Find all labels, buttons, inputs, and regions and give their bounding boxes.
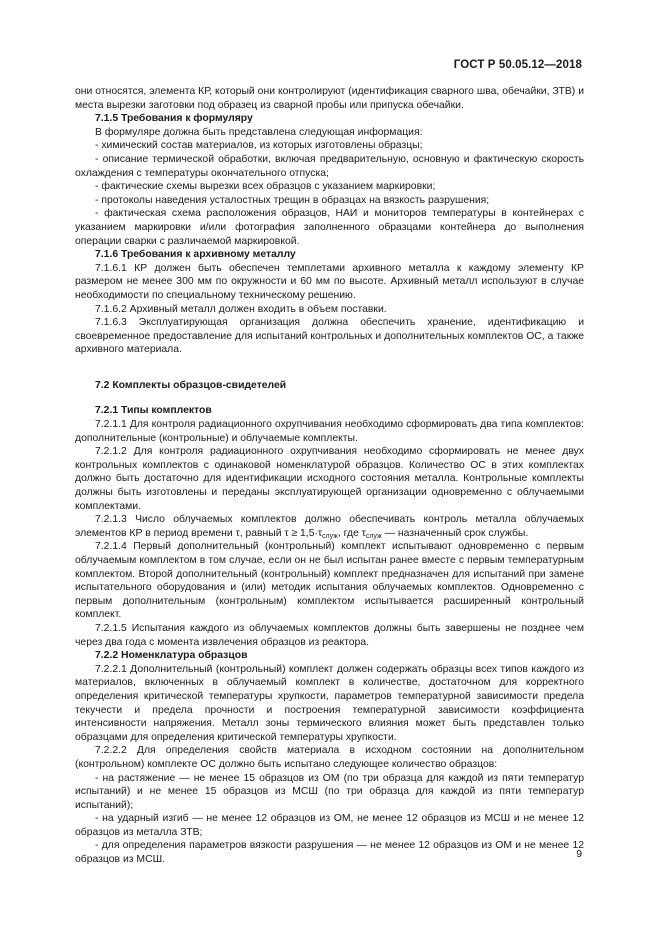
paragraph: 7.2.1.2 Для контроля радиационного охрупчивания необходимо сформировать не менее двух контрольных комплектов с одинаковой номенклатурой образцов. Количество ОС в этих комплектах должно быть достаточно для идентификации исходного состояния металла. Контрольные комплекты должны быть изготовлены и переданы эксплуатирующей организации одновременно с облучаемыми комплектами. xyxy=(75,446,584,512)
text-run: 7.2.1.3 Число облучаемых комплектов должно обеспечивать контроль металла облучаемых элементов КР в период времени τ, равный τ ≥ 1,5·τ xyxy=(75,514,584,539)
list-item: - на растяжение — не менее 15 образцов из ОМ (по три образца для каждой из пяти температур испытаний) и не менее 15 образцов из МСШ (по три образца для каждой из пяти температур испытаний); xyxy=(75,772,584,811)
text-run: — назначенный срок службы. xyxy=(381,527,529,539)
list-item: - фактическая схема расположения образцов, НАИ и мониторов температуры в контейнерах с указанием маркировки и/или фотография заполненного образцами контейнера до выполнения операции сварки с различаемой маркировкой. xyxy=(75,208,584,247)
paragraph: 7.2.1.4 Первый дополнительный (контрольный) комплект испытывают одновременно с первым облучаемым комплектом в том случае, если он не был испытан ранее вместе с первым температурным комплектом. Второй дополнительный (контрольный) комплект предназначен для испытаний при замене испытательного оборудования и (или) методик испытания облучаемых комплектов. Одновременно с первым дополнительным (контрольным) комплектом испытывается расширенный контрольный комплект. xyxy=(75,541,584,621)
paragraph: 7.1.6.2 Архивный металл должен входить в объем поставки. xyxy=(95,303,387,315)
paragraph: они относятся, элемента КР, который они контролируют (идентификация сварного шва, обечайки, ЗТВ) и места вырезки заготовки под образец из сварной пробы или припуска обечайки. xyxy=(75,86,584,111)
paragraph: 7.1.6.1 КР должен быть обеспечен темплетами архивного металла к каждому элементу КР размером не менее 300 мм по окружности и 60 мм по высоте. Архивный металл используют в случае необходимости по специальному техническому решению. xyxy=(75,262,584,301)
list-item: - фактические схемы вырезки всех образцов с указанием маркировки; xyxy=(95,181,436,193)
paragraph-formula xyxy=(75,513,584,540)
section-heading: 7.1.5 Требования к формуляру xyxy=(95,113,253,125)
document-body xyxy=(75,85,584,867)
list-item: - для определения параметров вязкости разрушения — не менее 12 образцов из ОМ и не менее 12 образцов из МСШ. xyxy=(75,840,584,866)
list-item: - описание термической обработки, включая предварительную, основную и фактическую скорость охлаждения с температуры окончательного отпуска; xyxy=(75,153,584,179)
section-heading: 7.2 Комплекты образцов-свидетелей xyxy=(95,379,287,391)
section-heading: 7.2.2 Номенклатура образцов xyxy=(95,650,248,662)
paragraph: 7.2.1.5 Испытания каждого из облучаемых комплектов должны быть завершены не позднее чем через два года с момента извлечения образцов из реактора. xyxy=(75,622,584,648)
section-heading: 7.2.1 Типы комплектов xyxy=(95,405,212,417)
standard-header: ГОСТ Р 50.05.12—2018 xyxy=(453,59,582,71)
page-number: 9 xyxy=(576,849,582,860)
list-item: - протоколы наведения усталостных трещин в образцах на вязкость разрушения; xyxy=(95,194,490,206)
paragraph: В формуляре должна быть представлена следующая информация: xyxy=(95,126,423,138)
paragraph: 7.2.2.1 Дополнительный (контрольный) комплект должен содержать образцы всех типов каждого из материалов, включенных в облучаемый комплект в количестве, достаточном для корректного определения критической температуры хрупкости, параметров температурной зависимости предела текучести и предела прочности и построения температурной зависимости коэффициента интенсивности напряжения. Металл зоны термического влияния может быть представлен только образцами для определения критической температуры хрупкости. xyxy=(75,663,584,743)
section-heading: 7.1.6 Требования к архивному металлу xyxy=(95,249,296,261)
paragraph: 7.2.1.1 Для контроля радиационного охрупчивания необходимо сформировать два типа комплектов: дополнительные (контрольные) и облучаемые комплекты. xyxy=(75,419,584,444)
subscript: служ xyxy=(365,532,382,540)
paragraph: 7.2.2.2 Для определения свойств материала в исходном состоянии на дополнительном (контрольном) комплекте ОС должно быть испытано следующее количество образцов: xyxy=(75,745,584,770)
paragraph: 7.1.6.3 Эксплуатирующая организация должна обеспечить хранение, идентификацию и своевременное предоставление для испытаний контрольных и дополнительных комплектов ОС, а также архивного материала. xyxy=(75,317,584,356)
text-run: , где τ xyxy=(337,527,366,539)
list-item: - химический состав материалов, из которых изготовлены образцы; xyxy=(95,140,423,152)
subscript: служ xyxy=(322,532,338,540)
list-item: - на ударный изгиб — не менее 12 образцов из ОМ, не менее 12 образцов из МСШ и не менее 12 образцов из металла ЗТВ; xyxy=(75,813,584,838)
